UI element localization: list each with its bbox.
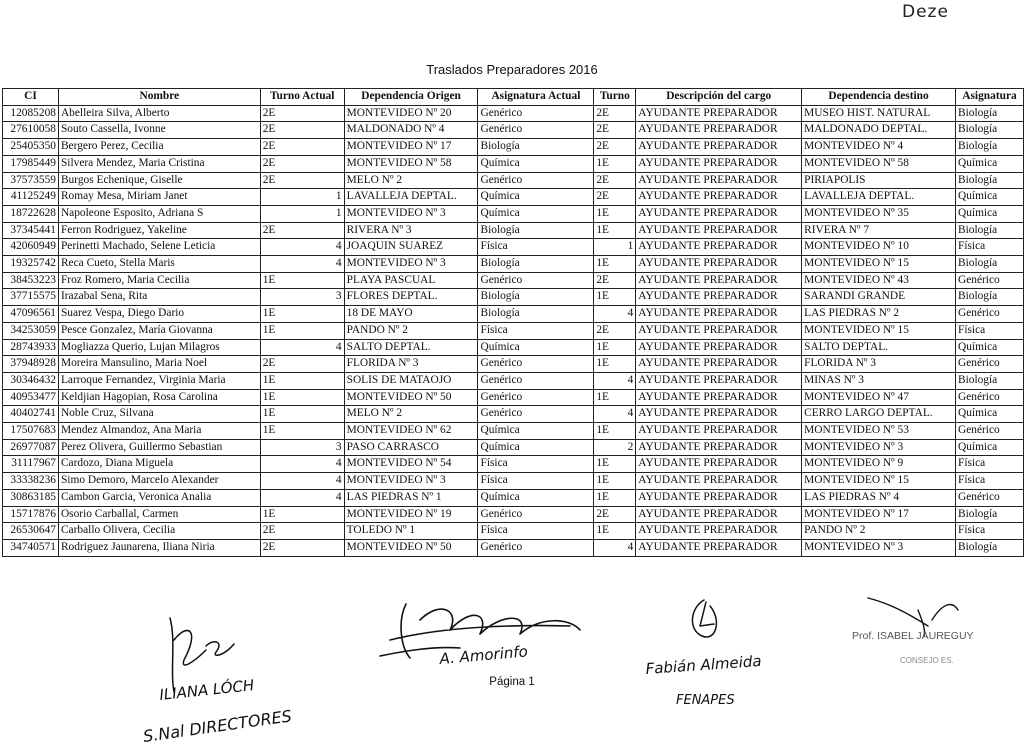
column-header: Dependencia Origen (344, 89, 478, 106)
table-cell: 37573559 (3, 172, 59, 189)
table-row (3, 423, 1024, 440)
table-body (3, 105, 1024, 556)
table-cell: AYUDANTE PREPARADOR (636, 506, 802, 523)
table-cell: 1E (594, 339, 636, 356)
table-cell: 26977087 (3, 439, 59, 456)
table-cell: Genérico (478, 105, 594, 122)
table-cell: 4 (260, 239, 344, 256)
table-cell: Cambon Garcia, Veronica Analia (58, 489, 260, 506)
table-cell: Biología (955, 506, 1023, 523)
table-cell: AYUDANTE PREPARADOR (636, 189, 802, 206)
table-cell: Química (955, 189, 1023, 206)
table-cell: 1E (260, 322, 344, 339)
table-cell: 37948928 (3, 356, 59, 373)
table-cell: Química (955, 339, 1023, 356)
table-cell: AYUDANTE PREPARADOR (636, 523, 802, 540)
table-cell: Genérico (955, 356, 1023, 373)
table-cell: 30863185 (3, 489, 59, 506)
table-row (3, 289, 1024, 306)
table-header-row (3, 89, 1024, 106)
table-cell: 26530647 (3, 523, 59, 540)
table-cell: 1E (260, 372, 344, 389)
table-cell: MALDONADO DEPTAL. (802, 122, 956, 139)
signature-center (370, 590, 620, 690)
table-row (3, 456, 1024, 473)
table-cell: Noble Cruz, Silvana (58, 406, 260, 423)
table-cell: 2E (260, 105, 344, 122)
table-cell: Napoleone Esposito, Adriana S (58, 205, 260, 222)
table-cell: 33338236 (3, 473, 59, 490)
table-cell: MONTEVIDEO Nº 3 (344, 205, 478, 222)
table-cell: Keldjian Hagopian, Rosa Carolina (58, 389, 260, 406)
signature-right-caption-1: Fabián Almeida (645, 651, 763, 678)
table-cell: 17507683 (3, 423, 59, 440)
table-cell: 2E (594, 139, 636, 156)
table-cell: PLAYA PASCUAL (344, 272, 478, 289)
table-cell: 1E (594, 473, 636, 490)
table-cell: 4 (260, 456, 344, 473)
document-title: Traslados Preparadores 2016 (426, 62, 598, 77)
table-cell: AYUDANTE PREPARADOR (636, 456, 802, 473)
signature-left-caption-1: ILIANA LÓCH (158, 676, 256, 704)
stamp-line-2: CONSEJO ES. (900, 656, 954, 665)
table-row (3, 539, 1024, 556)
table-cell: 1E (594, 222, 636, 239)
table-cell: 4 (594, 306, 636, 323)
table-row (3, 406, 1024, 423)
table-cell: Biología (478, 306, 594, 323)
table-cell: SALTO DEPTAL. (344, 339, 478, 356)
table-cell: LAS PIEDRAS Nº 4 (802, 489, 956, 506)
table-cell: AYUDANTE PREPARADOR (636, 489, 802, 506)
table-cell: Biología (955, 539, 1023, 556)
table-cell: 1E (594, 356, 636, 373)
table-cell: Biología (478, 256, 594, 273)
table-cell: 18 DE MAYO (344, 306, 478, 323)
table-cell: 1E (260, 306, 344, 323)
table-cell: MONTEVIDEO Nº 50 (344, 389, 478, 406)
table-cell: AYUDANTE PREPARADOR (636, 372, 802, 389)
signature-right (640, 596, 820, 716)
table-cell: Química (478, 155, 594, 172)
table-cell: FLORES DEPTAL. (344, 289, 478, 306)
table-cell: 2E (594, 105, 636, 122)
table-cell: MONTEVIDEO Nº 3 (802, 439, 956, 456)
table-cell: 1E (260, 389, 344, 406)
table-cell: AYUDANTE PREPARADOR (636, 322, 802, 339)
table-row (3, 222, 1024, 239)
table-row (3, 122, 1024, 139)
table-cell: 30346432 (3, 372, 59, 389)
table-row (3, 189, 1024, 206)
table-cell: 1E (260, 272, 344, 289)
table-cell: 1E (594, 423, 636, 440)
table-cell: 4 (594, 406, 636, 423)
table-cell: Biología (478, 139, 594, 156)
column-header: Turno (594, 89, 636, 106)
table-cell: Física (955, 239, 1023, 256)
table-row (3, 322, 1024, 339)
table-cell: 2E (260, 172, 344, 189)
table-cell: AYUDANTE PREPARADOR (636, 539, 802, 556)
table-cell: Física (955, 456, 1023, 473)
table-cell: 4 (260, 473, 344, 490)
table-cell: AYUDANTE PREPARADOR (636, 172, 802, 189)
table-cell: 34253059 (3, 322, 59, 339)
table-cell: 40402741 (3, 406, 59, 423)
table-cell: 2E (260, 356, 344, 373)
table-cell: Química (478, 189, 594, 206)
stamp-line-1: Prof. ISABEL JAUREGUY (852, 630, 974, 642)
table-cell: 2E (260, 539, 344, 556)
table-row (3, 105, 1024, 122)
table-cell: 42060949 (3, 239, 59, 256)
table-cell: 18722628 (3, 205, 59, 222)
table-cell: 15717876 (3, 506, 59, 523)
table-cell: 1E (594, 289, 636, 306)
table-cell: MUSEO HIST. NATURAL (802, 105, 956, 122)
table-cell: PANDO Nº 2 (344, 322, 478, 339)
table-cell: 2E (260, 139, 344, 156)
table-cell: Química (478, 489, 594, 506)
table-cell: 19325742 (3, 256, 59, 273)
table-cell: Genérico (955, 389, 1023, 406)
table-cell: Reca Cueto, Stella Maris (58, 256, 260, 273)
table-cell: RIVERA Nº 7 (802, 222, 956, 239)
corner-handwritten-mark: Deze (902, 2, 949, 22)
table-cell: Biología (955, 172, 1023, 189)
table-cell: LAS PIEDRAS Nº 2 (802, 306, 956, 323)
column-header: Dependencia destino (802, 89, 956, 106)
table-cell: Química (955, 205, 1023, 222)
table-cell: MONTEVIDEO Nº 58 (344, 155, 478, 172)
table-cell: 1E (594, 456, 636, 473)
table-cell: AYUDANTE PREPARADOR (636, 473, 802, 490)
table-cell: AYUDANTE PREPARADOR (636, 339, 802, 356)
table-cell: PANDO Nº 2 (802, 523, 956, 540)
table-cell: AYUDANTE PREPARADOR (636, 389, 802, 406)
table-cell: 2 (594, 439, 636, 456)
table-cell: Mogliazza Querio, Lujan Milagros (58, 339, 260, 356)
table-cell: Genérico (955, 489, 1023, 506)
table-cell: Bergero Perez, Cecilia (58, 139, 260, 156)
table-cell: Biología (955, 122, 1023, 139)
table-cell: 1E (260, 506, 344, 523)
table-cell: Genérico (478, 122, 594, 139)
table-cell: 4 (260, 489, 344, 506)
table-cell: Química (478, 205, 594, 222)
table-cell: 4 (594, 372, 636, 389)
table-cell: 31117967 (3, 456, 59, 473)
table-cell: CERRO LARGO DEPTAL. (802, 406, 956, 423)
table-row (3, 306, 1024, 323)
table-row (3, 256, 1024, 273)
table-cell: 1E (594, 256, 636, 273)
table-cell: Simo Demoro, Marcelo Alexander (58, 473, 260, 490)
table-cell: Irazabal Sena, Rita (58, 289, 260, 306)
table-cell: MONTEVIDEO Nº 20 (344, 105, 478, 122)
table-cell: SOLIS DE MATAOJO (344, 372, 478, 389)
table-cell: Perinetti Machado, Selene Leticia (58, 239, 260, 256)
table-cell: AYUDANTE PREPARADOR (636, 139, 802, 156)
table-cell: 38453223 (3, 272, 59, 289)
table-cell: Silvera Mendez, Maria Cristina (58, 155, 260, 172)
table-cell: 2E (260, 122, 344, 139)
table-cell: MONTEVIDEO Nº 17 (802, 506, 956, 523)
table-cell: Genérico (478, 172, 594, 189)
table-cell: MONTEVIDEO Nº 15 (802, 473, 956, 490)
table-cell: Física (478, 473, 594, 490)
table-cell: 1E (594, 489, 636, 506)
table-cell: AYUDANTE PREPARADOR (636, 205, 802, 222)
table-cell: Física (955, 473, 1023, 490)
table-cell: 1 (260, 205, 344, 222)
table-cell: PASO CARRASCO (344, 439, 478, 456)
table-cell: Burgos Echenique, Giselle (58, 172, 260, 189)
table-cell: Química (955, 406, 1023, 423)
table-cell: Genérico (478, 506, 594, 523)
table-cell: Genérico (955, 423, 1023, 440)
table-cell: Mendez Almandoz, Ana Maria (58, 423, 260, 440)
table-cell: MONTEVIDEO Nº 58 (802, 155, 956, 172)
table-cell: MONTEVIDEO Nº 35 (802, 205, 956, 222)
table-cell: 1E (594, 205, 636, 222)
table-cell: 1E (260, 406, 344, 423)
table-cell: MALDONADO Nº 4 (344, 122, 478, 139)
table-cell: 2E (594, 122, 636, 139)
table-cell: Biología (955, 256, 1023, 273)
table-cell: Biología (955, 139, 1023, 156)
table-cell: LAVALLEJA DEPTAL. (344, 189, 478, 206)
table-cell: Biología (478, 289, 594, 306)
table-cell: Pesce Gonzalez, María Giovanna (58, 322, 260, 339)
table-cell: 2E (594, 172, 636, 189)
table-cell: 17985449 (3, 155, 59, 172)
table-cell: TOLEDO Nº 1 (344, 523, 478, 540)
table-cell: Física (955, 523, 1023, 540)
table-cell: MONTEVIDEO Nº 10 (802, 239, 956, 256)
table-row (3, 372, 1024, 389)
table-row (3, 523, 1024, 540)
table-row (3, 339, 1024, 356)
table-cell: 25405350 (3, 139, 59, 156)
table-cell: Genérico (955, 306, 1023, 323)
table-cell: MONTEVIDEO Nº 3 (802, 539, 956, 556)
table-cell: 28743933 (3, 339, 59, 356)
table-cell: FLORIDA Nº 3 (344, 356, 478, 373)
table-cell: LAVALLEJA DEPTAL. (802, 189, 956, 206)
table-cell: 27610058 (3, 122, 59, 139)
table-row (3, 239, 1024, 256)
table-cell: Biología (955, 105, 1023, 122)
table-cell: MONTEVIDEO Nº 15 (802, 256, 956, 273)
column-header: Turno Actual (260, 89, 344, 106)
column-header: Asignatura (955, 89, 1023, 106)
table-cell: 12085208 (3, 105, 59, 122)
table-cell: 2E (260, 523, 344, 540)
table-cell: Física (478, 523, 594, 540)
table-cell: 40953477 (3, 389, 59, 406)
table-cell: MONTEVIDEO Nº 4 (802, 139, 956, 156)
table-cell: 2E (594, 506, 636, 523)
table-cell: AYUDANTE PREPARADOR (636, 289, 802, 306)
signature-right-caption-2: FENAPES (676, 693, 735, 708)
table-cell: Química (478, 339, 594, 356)
table-row (3, 473, 1024, 490)
table-cell: Genérico (478, 356, 594, 373)
table-cell: 37715575 (3, 289, 59, 306)
table-cell: Romay Mesa, Miriam Janet (58, 189, 260, 206)
table-cell: 1E (260, 423, 344, 440)
column-header: Descripción del cargo (636, 89, 802, 106)
table-cell: FLORIDA Nº 3 (802, 356, 956, 373)
table-cell: Física (478, 322, 594, 339)
table-cell: MONTEVIDEO Nº 43 (802, 272, 956, 289)
table-cell: Biología (478, 222, 594, 239)
table-cell: SARANDI GRANDE (802, 289, 956, 306)
table-cell: 34740571 (3, 539, 59, 556)
table-cell: Biología (955, 289, 1023, 306)
table-cell: Souto Cassella, Ivonne (58, 122, 260, 139)
table-cell: 41125249 (3, 189, 59, 206)
table-row (3, 356, 1024, 373)
table-cell: MONTEVIDEO Nº 19 (344, 506, 478, 523)
table-row (3, 439, 1024, 456)
table-cell: 1E (594, 155, 636, 172)
table-cell: MONTEVIDEO Nº 15 (802, 322, 956, 339)
table-cell: SALTO DEPTAL. (802, 339, 956, 356)
table-cell: Genérico (478, 372, 594, 389)
table-cell: 2E (260, 155, 344, 172)
table-cell: MONTEVIDEO Nº 53 (802, 423, 956, 440)
table-cell: Química (478, 439, 594, 456)
table-cell: Moreira Mansulino, Maria Noel (58, 356, 260, 373)
table-cell: Genérico (478, 272, 594, 289)
table-cell: Larroque Fernandez, Virginia Maria (58, 372, 260, 389)
table-cell: Perez Olivera, Guillermo Sebastian (58, 439, 260, 456)
table-cell: Genérico (478, 406, 594, 423)
table-cell: AYUDANTE PREPARADOR (636, 222, 802, 239)
table-row (3, 489, 1024, 506)
table-cell: 1 (260, 189, 344, 206)
column-header: Nombre (58, 89, 260, 106)
table-cell: AYUDANTE PREPARADOR (636, 105, 802, 122)
table-row (3, 139, 1024, 156)
table-cell: MONTEVIDEO Nº 62 (344, 423, 478, 440)
table-cell: AYUDANTE PREPARADOR (636, 256, 802, 273)
table-cell: AYUDANTE PREPARADOR (636, 439, 802, 456)
signature-left (140, 600, 380, 750)
table-cell: MONTEVIDEO Nº 47 (802, 389, 956, 406)
table-cell: Rodriguez Jaunarena, Iliana Niria (58, 539, 260, 556)
table-cell: Abelleira Silva, Alberto (58, 105, 260, 122)
table-cell: JOAQUIN SUAREZ (344, 239, 478, 256)
table-cell: MONTEVIDEO Nº 3 (344, 473, 478, 490)
table-cell: 2E (594, 322, 636, 339)
table-row (3, 205, 1024, 222)
table-cell: Física (478, 456, 594, 473)
table-cell: Carballo Olivera, Cecilia (58, 523, 260, 540)
table-cell: Física (478, 239, 594, 256)
column-header: Asignatura Actual (478, 89, 594, 106)
table-cell: Genérico (478, 539, 594, 556)
table-cell: RIVERA Nº 3 (344, 222, 478, 239)
page-number: Página 1 (489, 676, 535, 688)
table-cell: LAS PIEDRAS Nº 1 (344, 489, 478, 506)
table-cell: 4 (260, 256, 344, 273)
table-cell: AYUDANTE PREPARADOR (636, 306, 802, 323)
table-cell: 4 (260, 339, 344, 356)
table-row (3, 155, 1024, 172)
table-cell: 37345441 (3, 222, 59, 239)
table-cell: MELO Nº 2 (344, 172, 478, 189)
table-cell: Química (955, 439, 1023, 456)
table-cell: MONTEVIDEO Nº 17 (344, 139, 478, 156)
table-row (3, 389, 1024, 406)
table-cell: AYUDANTE PREPARADOR (636, 423, 802, 440)
table-cell: Biología (955, 222, 1023, 239)
table-cell: 2E (260, 222, 344, 239)
table-cell: MELO Nº 2 (344, 406, 478, 423)
table-cell: 3 (260, 439, 344, 456)
table-cell: Química (478, 423, 594, 440)
table-cell: Ferron Rodriguez, Yakeline (58, 222, 260, 239)
table-cell: Osorio Carballal, Carmen (58, 506, 260, 523)
table-cell: Cardozo, Diana Miguela (58, 456, 260, 473)
table-row (3, 272, 1024, 289)
professor-stamp (852, 630, 1022, 670)
table-cell: MONTEVIDEO Nº 3 (344, 256, 478, 273)
table-cell: 4 (594, 539, 636, 556)
column-header: CI (3, 89, 59, 106)
table-row (3, 506, 1024, 523)
table-cell: AYUDANTE PREPARADOR (636, 122, 802, 139)
table-cell: AYUDANTE PREPARADOR (636, 406, 802, 423)
signature-center-caption: A. Amorinfo (438, 642, 529, 668)
table-cell: 2E (594, 272, 636, 289)
table-cell: 47096561 (3, 306, 59, 323)
table-cell: 2E (594, 189, 636, 206)
table-cell: Genérico (478, 389, 594, 406)
table-cell: 1 (594, 239, 636, 256)
table-cell: AYUDANTE PREPARADOR (636, 239, 802, 256)
table-cell: MONTEVIDEO Nº 50 (344, 539, 478, 556)
table-cell: AYUDANTE PREPARADOR (636, 155, 802, 172)
table-cell: Biología (955, 372, 1023, 389)
table-cell: MONTEVIDEO Nº 9 (802, 456, 956, 473)
table-cell: 3 (260, 289, 344, 306)
table-cell: AYUDANTE PREPARADOR (636, 356, 802, 373)
table-cell: Química (955, 155, 1023, 172)
table-cell: 1E (594, 389, 636, 406)
table-cell: 1E (594, 523, 636, 540)
table-cell: Física (955, 322, 1023, 339)
signature-left-caption-2: S.Nal DIRECTORES (141, 706, 293, 746)
table-cell: Froz Romero, Maria Cecilia (58, 272, 260, 289)
table-cell: MONTEVIDEO Nº 54 (344, 456, 478, 473)
table-cell: PIRIAPOLIS (802, 172, 956, 189)
table-cell: MINAS Nº 3 (802, 372, 956, 389)
transfers-table (2, 88, 1024, 557)
table-cell: AYUDANTE PREPARADOR (636, 272, 802, 289)
table-cell: Suarez Vespa, Diego Dario (58, 306, 260, 323)
table-cell: Genérico (955, 272, 1023, 289)
table-row (3, 172, 1024, 189)
